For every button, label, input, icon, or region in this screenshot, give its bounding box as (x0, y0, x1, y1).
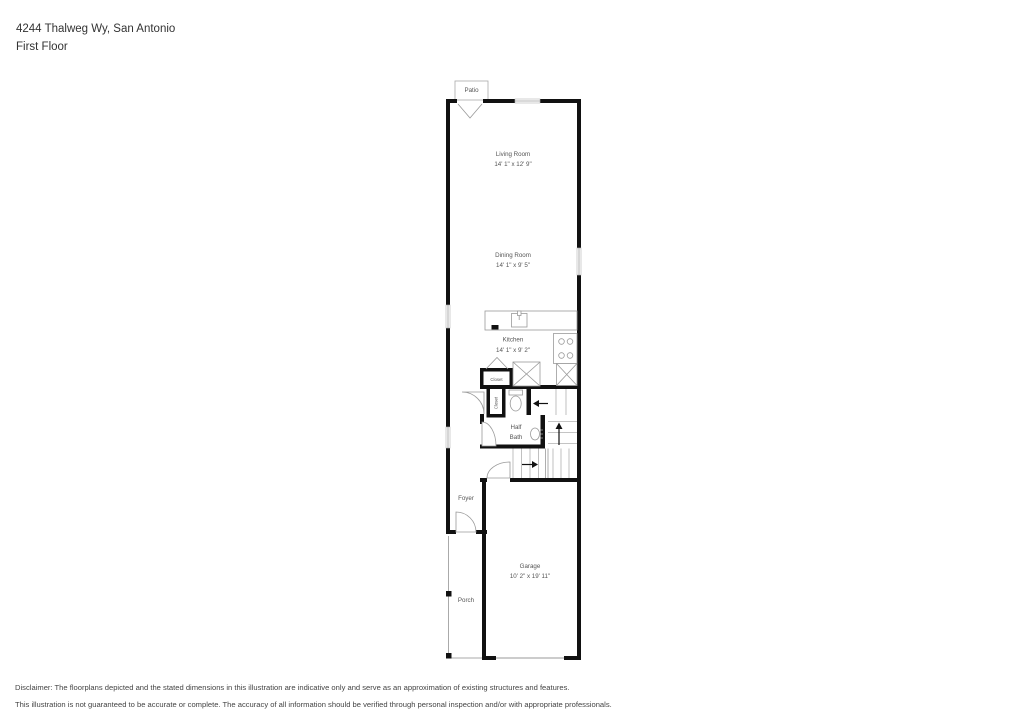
bath-fixtures (509, 390, 543, 440)
burner (559, 339, 565, 345)
kitchen-counter (485, 311, 577, 330)
toilet-bowl (510, 396, 521, 411)
disclaimer (15, 679, 612, 713)
window-top (515, 99, 540, 103)
kitchen-dims: 14' 1" x 9' 2" (496, 347, 530, 354)
burner (559, 353, 565, 359)
disclaimer-line-1: Disclaimer: The floorplans depicted and the stated dimensions in this illustration are indicative only and serve as an approximation of existing structures and features. (15, 683, 570, 692)
half-bath-door (482, 422, 496, 446)
foyer-label: Foyer (458, 495, 474, 502)
burner (567, 339, 573, 345)
kitchen-sink-faucet (518, 311, 522, 316)
floor-title: First Floor (16, 41, 68, 53)
dining-room-dims: 14' 1" x 9' 5" (496, 262, 530, 269)
half-bath-label-2: Bath (509, 434, 523, 441)
window-right-dining (577, 248, 581, 275)
bath-sink (531, 428, 540, 440)
window-left-lower (446, 427, 450, 448)
bath-closet-door (462, 392, 484, 414)
half-bath-label-1: Half (510, 424, 522, 431)
living-room-dims: 14' 1" x 12' 9" (494, 161, 532, 168)
kitchen-label: Kitchen (502, 336, 524, 344)
toilet-tank (509, 390, 523, 395)
porch-label: Porch (457, 597, 475, 604)
stove (554, 334, 578, 364)
bath-closet-label: Closet (493, 396, 499, 410)
pantry-x-box (513, 362, 540, 386)
garage-dims: 10' 2" x 19' 11" (509, 573, 551, 580)
living-room-label: Living Room (495, 151, 531, 158)
patio-area (455, 81, 488, 100)
patio-door (458, 104, 482, 118)
counter-end-block (492, 325, 499, 330)
arrow-left-icon (533, 400, 548, 407)
dining-room-label: Dining Room (495, 252, 531, 259)
hall-closet-door (486, 358, 508, 370)
burner (567, 353, 573, 359)
address-title: 4244 Thalweg Wy, San Antonio (16, 23, 176, 35)
patio-label: Patio (464, 87, 479, 94)
garage-entry-door (487, 462, 510, 478)
counter-hatch-box (557, 364, 578, 386)
hall-closet-label: Closet (490, 377, 503, 382)
disclaimer-line-2: This illustration is not guaranteed to be accurate or complete. The accuracy of all information should be verified through personal inspection and/or with appropriate professionals. (15, 700, 612, 709)
arrow-up-icon (556, 423, 563, 446)
window-left-upper (446, 305, 450, 328)
front-door (456, 512, 476, 532)
garage-label: Garage (519, 563, 541, 570)
porch-post-top (446, 591, 452, 597)
porch-post-bottom (446, 653, 452, 659)
